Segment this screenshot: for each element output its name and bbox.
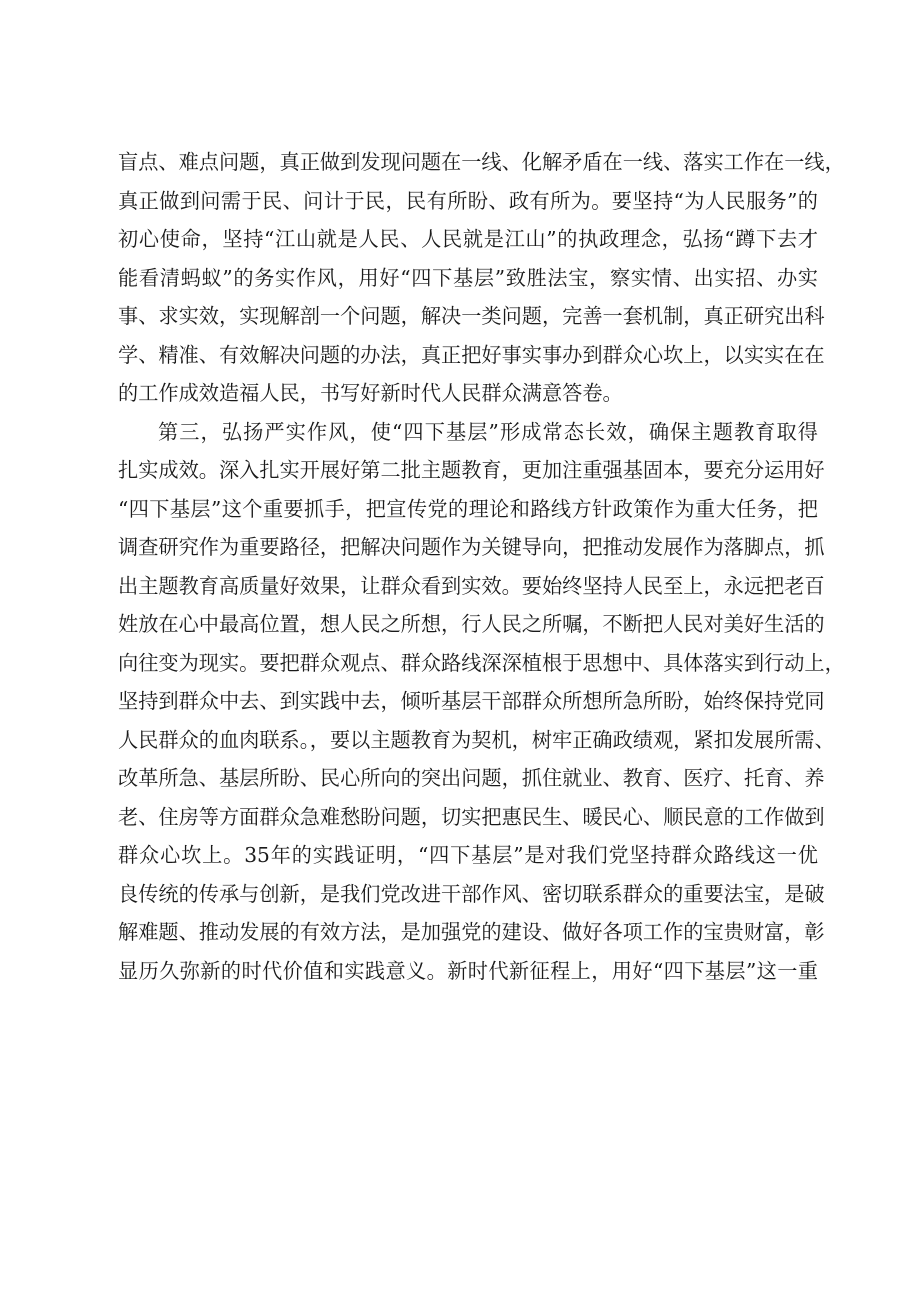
paragraph-1 — [118, 143, 845, 413]
text-line: 调查研究作为重要路径，把解决问题作为关键导向，把推动发展作为落脚点，抓 — [118, 535, 825, 559]
text-line: 人民群众的血肉联系。，要以主题教育为契机，树牢正确政绩观，紧扣发展所需、 — [118, 727, 835, 752]
text-line: 显历久弥新的时代价值和实践意义。新时代新征程上，用好“四下基层”这一重 — [118, 958, 818, 983]
text-line: 能看清蚂蚁”的务实作风，用好“四下基层”致胜法宝，察实情、出实招、办实 — [118, 265, 818, 290]
text-line: 良传统的传承与创新，是我们党改进干部作风、密切联系群众的重要法宝，是破 — [118, 881, 825, 906]
text-line: 初心使命，坚持“江山就是人民、人民就是江山”的执政理念，弘扬“蹲下去才 — [118, 227, 818, 251]
text-line: 解难题、推动发展的有效方法，是加强党的建设、做好各项工作的宝贵财富，彰 — [118, 920, 825, 944]
text-line: 真正做到问需于民、问计于民，民有所盼、政有所为。要坚持“为人民服务”的 — [118, 188, 818, 213]
text-line: “四下基层”这个重要抓手，把宣传党的理论和路线方针政策作为重大任务，把 — [118, 496, 818, 521]
document-body — [118, 143, 845, 990]
paragraph-2 — [118, 413, 845, 991]
text-line: 扎实成效。深入扎实开展好第二批主题教育，更加注重强基固本，要充分运用好 — [118, 458, 825, 482]
text-line: 坚持到群众中去、到实践中去，倾听基层干部群众所想所急所盼，始终保持党同 — [118, 689, 825, 713]
text-line: 学、精准、有效解决问题的办法，真正把好事实事办到群众心坎上，以实实在在 — [118, 342, 825, 367]
text-line: 事、求实效，实现解剖一个问题，解决一类问题，完善一套机制，真正研究出科 — [118, 304, 825, 328]
text-line: 出主题教育高质量好效果，让群众看到实效。要始终坚持人民至上，永远把老百 — [118, 573, 825, 598]
text-line: 姓放在心中最高位置，想人民之所想，行人民之所嘱，不断把人民对美好生活的 — [118, 612, 825, 636]
text-line: 的工作成效造福人民，书写好新时代人民群众满意答卷。 — [118, 381, 623, 405]
text-line: 向往变为现实。要把群众观点、群众路线深深植根于思想中、具体落实到行动上， — [118, 650, 845, 675]
text-line: 第三，弘扬严实作风，使“四下基层”形成常态长效，确保主题教育取得 — [158, 419, 818, 444]
text-line: 盲点、难点问题，真正做到发现问题在一线、化解矛盾在一线、落实工作在一线， — [118, 150, 845, 174]
text-line: 老、住房等方面群众急难愁盼问题，切实把惠民生、暖民心、顺民意的工作做到 — [118, 804, 825, 829]
text-line: 改革所急、基层所盼、民心所向的突出问题，抓住就业、教育、医疗、托育、养 — [118, 766, 825, 790]
text-line: 群众心坎上。35年的实践证明，“四下基层”是对我们党坚持群众路线这一优 — [118, 843, 818, 867]
